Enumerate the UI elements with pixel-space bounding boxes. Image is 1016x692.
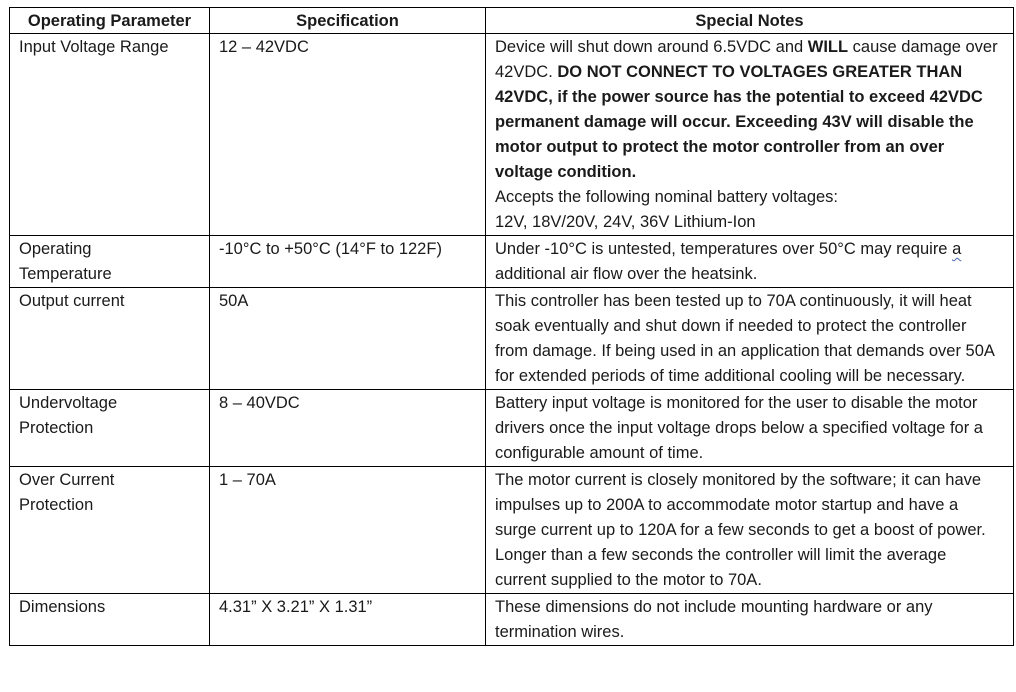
note-undervoltage-protection: Battery input voltage is monitored for the user to disable the motor drivers once the input voltage drops below a specified voltage for a configurable amount of time. [486,390,1014,467]
note-over-current-protection: The motor current is closely monitored by the software; it can have impulses up to 200A to accommodate motor startup and have a surge current up to 120A for a few seconds to get a boost of power. Longer than a few seconds the controller will limit the average current supplied to the motor to 70A. [486,467,1014,594]
note-input-voltage-warning: DO NOT CONNECT TO VOLTAGES GREATER THAN 42VDC, if the power source has the potential to exceed 42VDC permanent damage will occur. Exceeding 43V will disable the motor output to protect the motor controller from an over voltage condition. [495,63,983,181]
spec-output-current: 50A [210,288,486,390]
parameter-operating-temperature-line2: Temperature [19,265,112,283]
table-row-undervoltage-protection [10,390,1014,467]
note-dimensions: These dimensions do not include mounting hardware or any termination wires. [486,594,1014,646]
table-row-input-voltage [10,34,1014,236]
parameter-input-voltage: Input Voltage Range [10,34,210,236]
table-row-dimensions [10,594,1014,646]
parameter-undervoltage-protection [10,390,210,467]
note-output-current: This controller has been tested up to 70A continuously, it will heat soak eventually and shut down if needed to protect the controller from damage. If being used in an application that demands over 50A for extended periods of time additional cooling will be necessary. [486,288,1014,390]
parameter-operating-temperature-line1: Operating [19,240,92,258]
header-specification: Specification [210,8,486,34]
note-input-voltage [486,34,1014,236]
parameter-over-current-protection [10,467,210,594]
parameter-dimensions: Dimensions [10,594,210,646]
spec-input-voltage: 12 – 42VDC [210,34,486,236]
note-operating-temperature-part-a: Under -10°C is untested, temperatures over 50°C may require [495,240,953,258]
note-operating-temperature-part-c: additional air flow over the heatsink. [495,265,758,283]
parameter-undervoltage-line1: Undervoltage [19,394,118,412]
header-operating-parameter: Operating Parameter [10,8,210,34]
parameter-operating-temperature [10,236,210,288]
note-input-voltage-part-c: cause damage over 42VDC. [495,38,998,81]
spec-undervoltage-protection: 8 – 40VDC [210,390,486,467]
note-operating-temperature [486,236,1014,288]
parameter-undervoltage-line2: Protection [19,419,94,437]
table-header-row [10,8,1014,34]
note-input-voltage-battery-list: 12V, 18V/20V, 24V, 36V Lithium-Ion [495,213,756,231]
operating-parameters-table [9,7,1014,646]
table-row-output-current [10,288,1014,390]
note-input-voltage-accepts: Accepts the following nominal battery voltages: [495,188,839,206]
parameter-over-current-line2: Protection [19,496,94,514]
parameter-output-current: Output current [10,288,210,390]
note-operating-temperature-flagged-word: a [952,240,962,258]
spec-operating-temperature: -10°C to +50°C (14°F to 122F) [210,236,486,288]
parameter-over-current-line1: Over Current [19,471,115,489]
table-row-operating-temperature [10,236,1014,288]
header-special-notes: Special Notes [486,8,1014,34]
spec-dimensions: 4.31” X 3.21” X 1.31” [210,594,486,646]
table-row-over-current-protection [10,467,1014,594]
note-input-voltage-part-a: Device will shut down around 6.5VDC and [495,38,808,56]
note-input-voltage-will: WILL [807,38,849,56]
spec-over-current-protection: 1 – 70A [210,467,486,594]
